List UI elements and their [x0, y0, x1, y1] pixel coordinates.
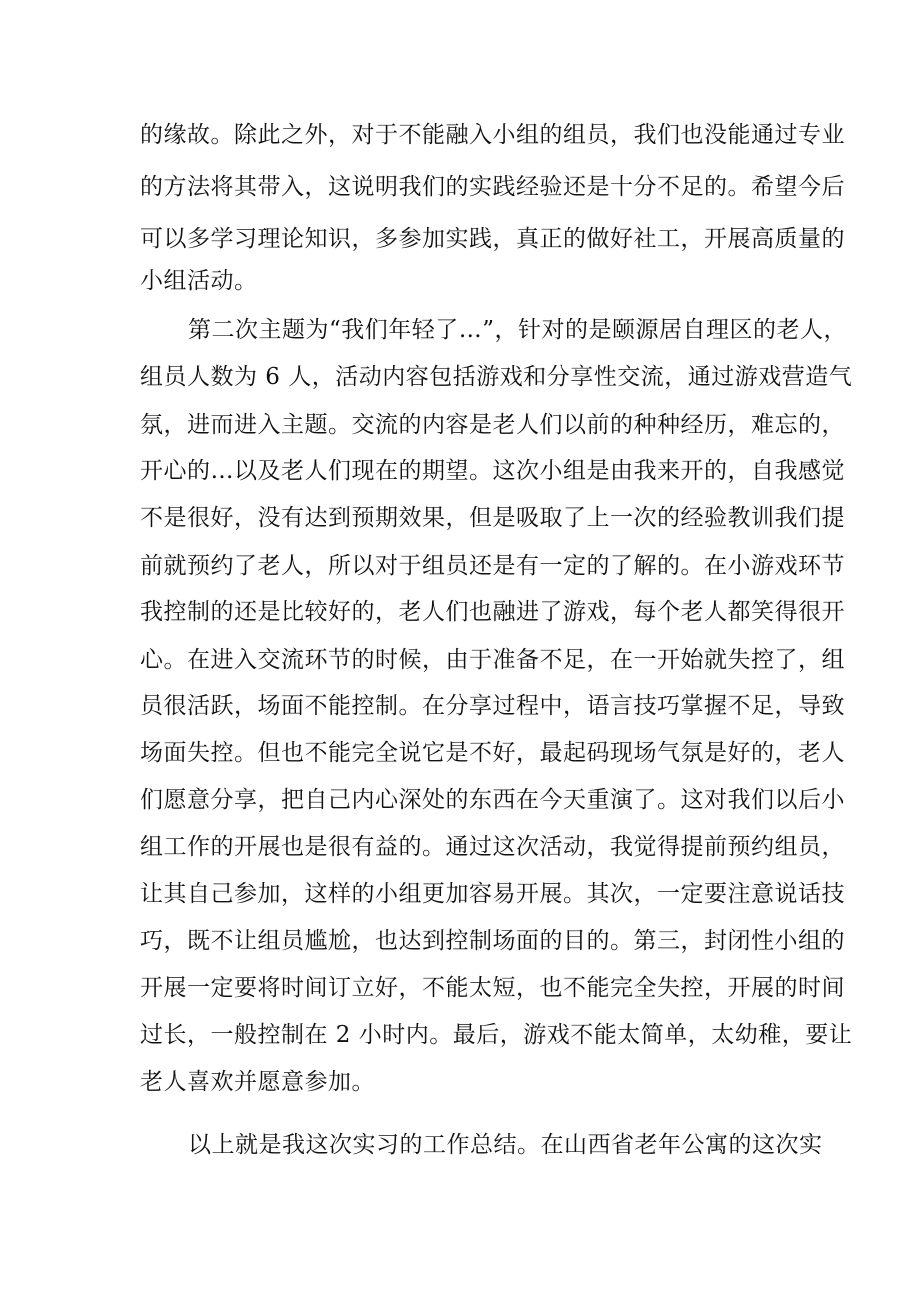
paragraph-line: 组工作的开展也是很有益的。通过这次活动，我觉得提前预约组员，	[140, 834, 845, 860]
paragraph-line: 老人喜欢并愿意参加。	[140, 1069, 375, 1095]
paragraph-line: 开心的…以及老人们现在的期望。这次小组是由我来开的，自我感觉	[140, 458, 845, 484]
paragraph-line: 们愿意分享，把自己内心深处的东西在今天重演了。这对我们以后小	[140, 787, 845, 813]
paragraph-line: 过长，一般控制在 2 小时内。最后，游戏不能太简单，太幼稚，要让	[140, 1022, 853, 1048]
paragraph-line: 不是很好，没有达到预期效果，但是吸取了上一次的经验教训我们提	[140, 505, 845, 531]
paragraph-line: 让其自己参加，这样的小组更加容易开展。其次，一定要注意说话技	[140, 881, 845, 907]
paragraph-line: 我控制的还是比较好的，老人们也融进了游戏，每个老人都笑得很开	[140, 599, 845, 625]
paragraph-line: 小组活动。	[140, 268, 258, 294]
paragraph-line: 场面失控。但也不能完全说它是不好，最起码现场气氛是好的，老人	[140, 740, 845, 766]
paragraph-line: 组员人数为 6 人，活动内容包括游戏和分享性交流，通过游戏营造气	[140, 364, 853, 390]
paragraph-line: 的方法将其带入，这说明我们的实践经验还是十分不足的。希望今后	[140, 174, 845, 200]
paragraph-line: 可以多学习理论知识，多参加实践，真正的做好社工，开展高质量的	[140, 226, 845, 252]
paragraph-line: 前就预约了老人，所以对于组员还是有一定的了解的。在小游戏环节	[140, 553, 845, 579]
paragraph-line: 氛，进而进入主题。交流的内容是老人们以前的种种经历，难忘的，	[140, 412, 845, 438]
paragraph-line: 开展一定要将时间订立好，不能太短，也不能完全失控，开展的时间	[140, 975, 845, 1001]
paragraph-line: 以上就是我这次实习的工作总结。在山西省老年公寓的这次实	[188, 1132, 823, 1158]
paragraph-line: 心。在进入交流环节的时候，由于准备不足，在一开始就失控了，组	[140, 647, 845, 673]
paragraph-line: 员很活跃，场面不能控制。在分享过程中，语言技巧掌握不足，导致	[140, 693, 845, 719]
paragraph-line: 第二次主题为“我们年轻了…”，针对的是颐源居自理区的老人，	[188, 317, 848, 343]
paragraph-line: 巧，既不让组员尴尬，也达到控制场面的目的。第三，封闭性小组的	[140, 928, 845, 954]
paragraph-line: 的缘故。除此之外，对于不能融入小组的组员，我们也没能通过专业	[140, 122, 845, 148]
